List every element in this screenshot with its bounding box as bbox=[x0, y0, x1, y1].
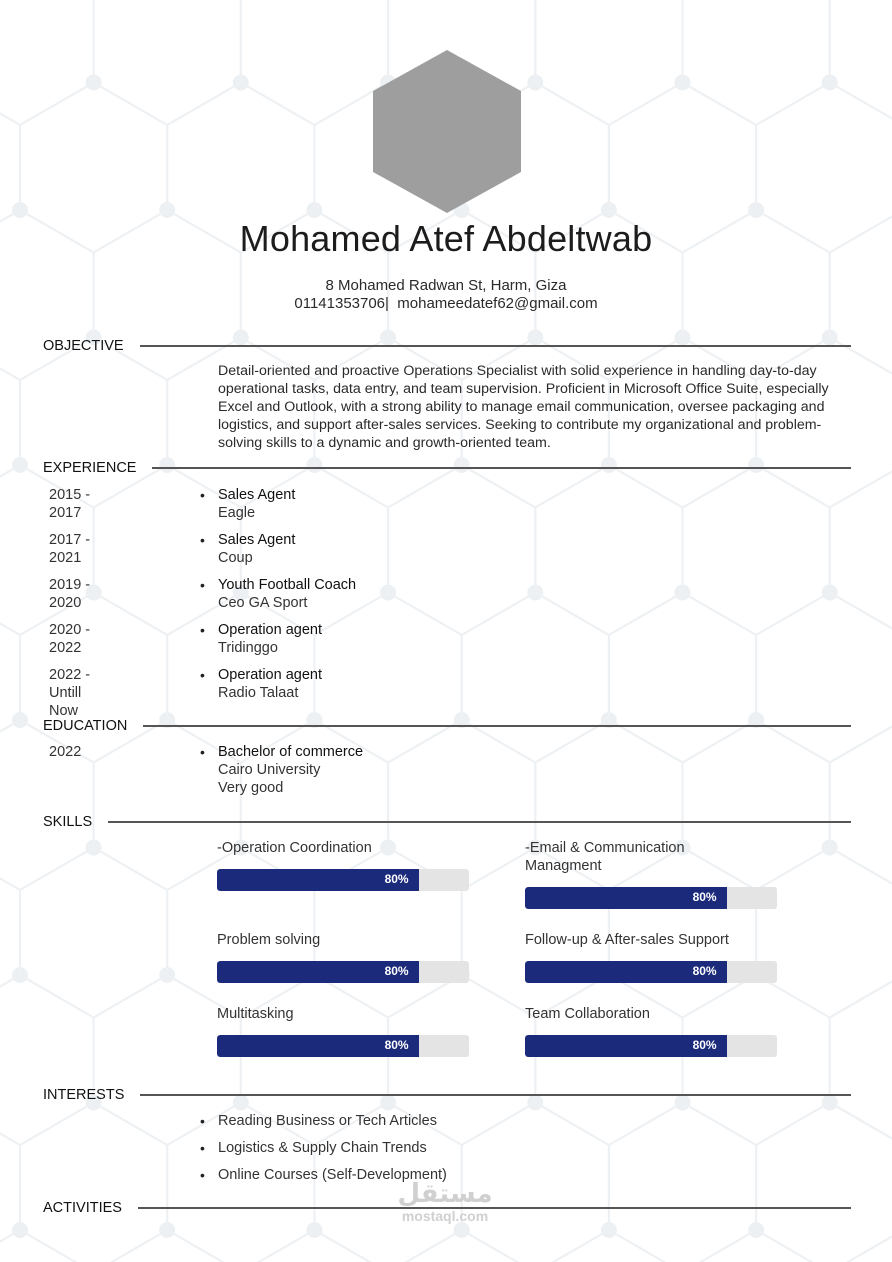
section-skills bbox=[43, 812, 851, 832]
address: 8 Mohamed Radwan St, Harm, Giza bbox=[325, 277, 567, 294]
experience-date: 2017 - 2021 bbox=[49, 532, 91, 566]
education-date: 2022 bbox=[49, 744, 82, 760]
section-title: EXPERIENCE bbox=[43, 460, 137, 476]
experience-role: Sales Agent bbox=[218, 532, 296, 548]
experience-org: Coup bbox=[218, 550, 253, 566]
candidate-name: Mohamed Atef Abdeltwab bbox=[239, 218, 653, 259]
skill-bar bbox=[217, 869, 469, 891]
experience-date: 2019 - 2020 bbox=[49, 577, 91, 611]
watermark-latin: mostaql.com bbox=[401, 1208, 489, 1224]
avatar-hexagon-icon bbox=[373, 50, 521, 213]
interest-text: Logistics & Supply Chain Trends bbox=[218, 1140, 427, 1156]
experience-role: Operation agent bbox=[218, 667, 322, 683]
bullet-icon: • bbox=[200, 532, 205, 548]
skill-bar-fill bbox=[217, 1035, 419, 1057]
skill-label: Follow-up & After-sales Support bbox=[525, 932, 729, 948]
section-divider bbox=[143, 725, 851, 727]
skill-bar bbox=[525, 887, 777, 909]
experience-org: Radio Talaat bbox=[218, 685, 299, 701]
bullet-icon: • bbox=[200, 577, 205, 593]
experience-role: Sales Agent bbox=[218, 487, 296, 503]
section-title: INTERESTS bbox=[43, 1087, 125, 1103]
experience-role: Operation agent bbox=[218, 622, 322, 638]
skill-item bbox=[525, 839, 725, 904]
education-degree: Bachelor of commerce bbox=[218, 744, 364, 760]
bullet-icon: • bbox=[200, 1140, 205, 1156]
skill-item bbox=[525, 1005, 777, 1052]
experience-date: 2020 - 2022 bbox=[49, 622, 91, 656]
phone: 01141353706 bbox=[294, 295, 386, 312]
interest-item bbox=[0, 1112, 892, 1130]
skill-bar bbox=[217, 1035, 469, 1057]
skill-item bbox=[217, 839, 469, 886]
section-title: OBJECTIVE bbox=[43, 338, 124, 354]
skill-percent: 80% bbox=[692, 1038, 717, 1052]
skill-bar bbox=[525, 1035, 777, 1057]
contact-separator: | bbox=[385, 295, 389, 312]
skill-item bbox=[525, 931, 777, 978]
section-title: EDUCATION bbox=[43, 718, 128, 734]
skill-bar-fill bbox=[217, 869, 419, 891]
skill-percent: 80% bbox=[692, 890, 717, 904]
skill-label: -Email & Communication Managment bbox=[525, 840, 685, 874]
section-education bbox=[43, 716, 851, 736]
bullet-icon: • bbox=[200, 667, 205, 683]
section-interests bbox=[43, 1085, 851, 1105]
section-title: ACTIVITIES bbox=[43, 1200, 122, 1216]
bullet-icon: • bbox=[200, 1113, 205, 1129]
section-divider bbox=[140, 1094, 851, 1096]
section-divider bbox=[108, 821, 851, 823]
interest-item bbox=[0, 1139, 892, 1157]
experience-date: 2022 - Untill Now bbox=[49, 667, 91, 719]
skill-bar-fill bbox=[217, 961, 419, 983]
section-divider bbox=[152, 467, 851, 469]
bullet-icon: • bbox=[200, 1167, 205, 1183]
skill-item bbox=[217, 931, 469, 978]
skill-bar-fill bbox=[525, 887, 727, 909]
skill-bar-fill bbox=[525, 961, 727, 983]
bullet-icon: • bbox=[200, 487, 205, 503]
skill-bar bbox=[217, 961, 469, 983]
section-title: SKILLS bbox=[43, 814, 93, 830]
experience-org: Eagle bbox=[218, 505, 256, 521]
email: mohameedatef62@gmail.com bbox=[397, 295, 598, 312]
watermark-arabic: مستقل bbox=[397, 1179, 493, 1209]
experience-date: 2015 - 2017 bbox=[49, 487, 91, 521]
section-divider bbox=[140, 345, 851, 347]
objective-text: Detail-oriented and proactive Operations Specialist with solid experience in handling day-to-day operational tasks, data entry, and team supervision. Proficient in Microsoft Office Suite, especially Excel and Outlook, with a strong ability to manage email communication, oversee packaging and logistics, and support after-sales services. Seeking to contribute my organizational and problem-solving skills to a dynamic and growth-oriented team. bbox=[218, 363, 829, 451]
bullet-icon: • bbox=[200, 622, 205, 638]
skill-percent: 80% bbox=[384, 1038, 409, 1052]
skill-percent: 80% bbox=[384, 872, 409, 886]
skill-label: -Operation Coordination bbox=[217, 840, 372, 856]
skill-label: Team Collaboration bbox=[525, 1006, 650, 1022]
bullet-icon: • bbox=[200, 744, 205, 760]
skill-bar bbox=[525, 961, 777, 983]
education-school: Cairo University bbox=[218, 762, 321, 778]
skill-label: Problem solving bbox=[217, 932, 321, 948]
skill-item bbox=[217, 1005, 469, 1052]
skill-percent: 80% bbox=[692, 964, 717, 978]
section-experience bbox=[43, 458, 851, 478]
experience-org: Tridinggo bbox=[218, 640, 278, 656]
section-objective bbox=[43, 336, 851, 356]
education-grade: Very good bbox=[218, 780, 284, 796]
skill-percent: 80% bbox=[384, 964, 409, 978]
interest-text: Online Courses (Self-Development) bbox=[218, 1167, 447, 1183]
interest-text: Reading Business or Tech Articles bbox=[218, 1113, 437, 1129]
experience-role: Youth Football Coach bbox=[218, 577, 357, 593]
skill-label: Multitasking bbox=[217, 1006, 294, 1022]
watermark bbox=[380, 1180, 510, 1224]
experience-org: Ceo GA Sport bbox=[218, 595, 308, 611]
contact-line bbox=[0, 295, 892, 313]
skill-bar-fill bbox=[525, 1035, 727, 1057]
